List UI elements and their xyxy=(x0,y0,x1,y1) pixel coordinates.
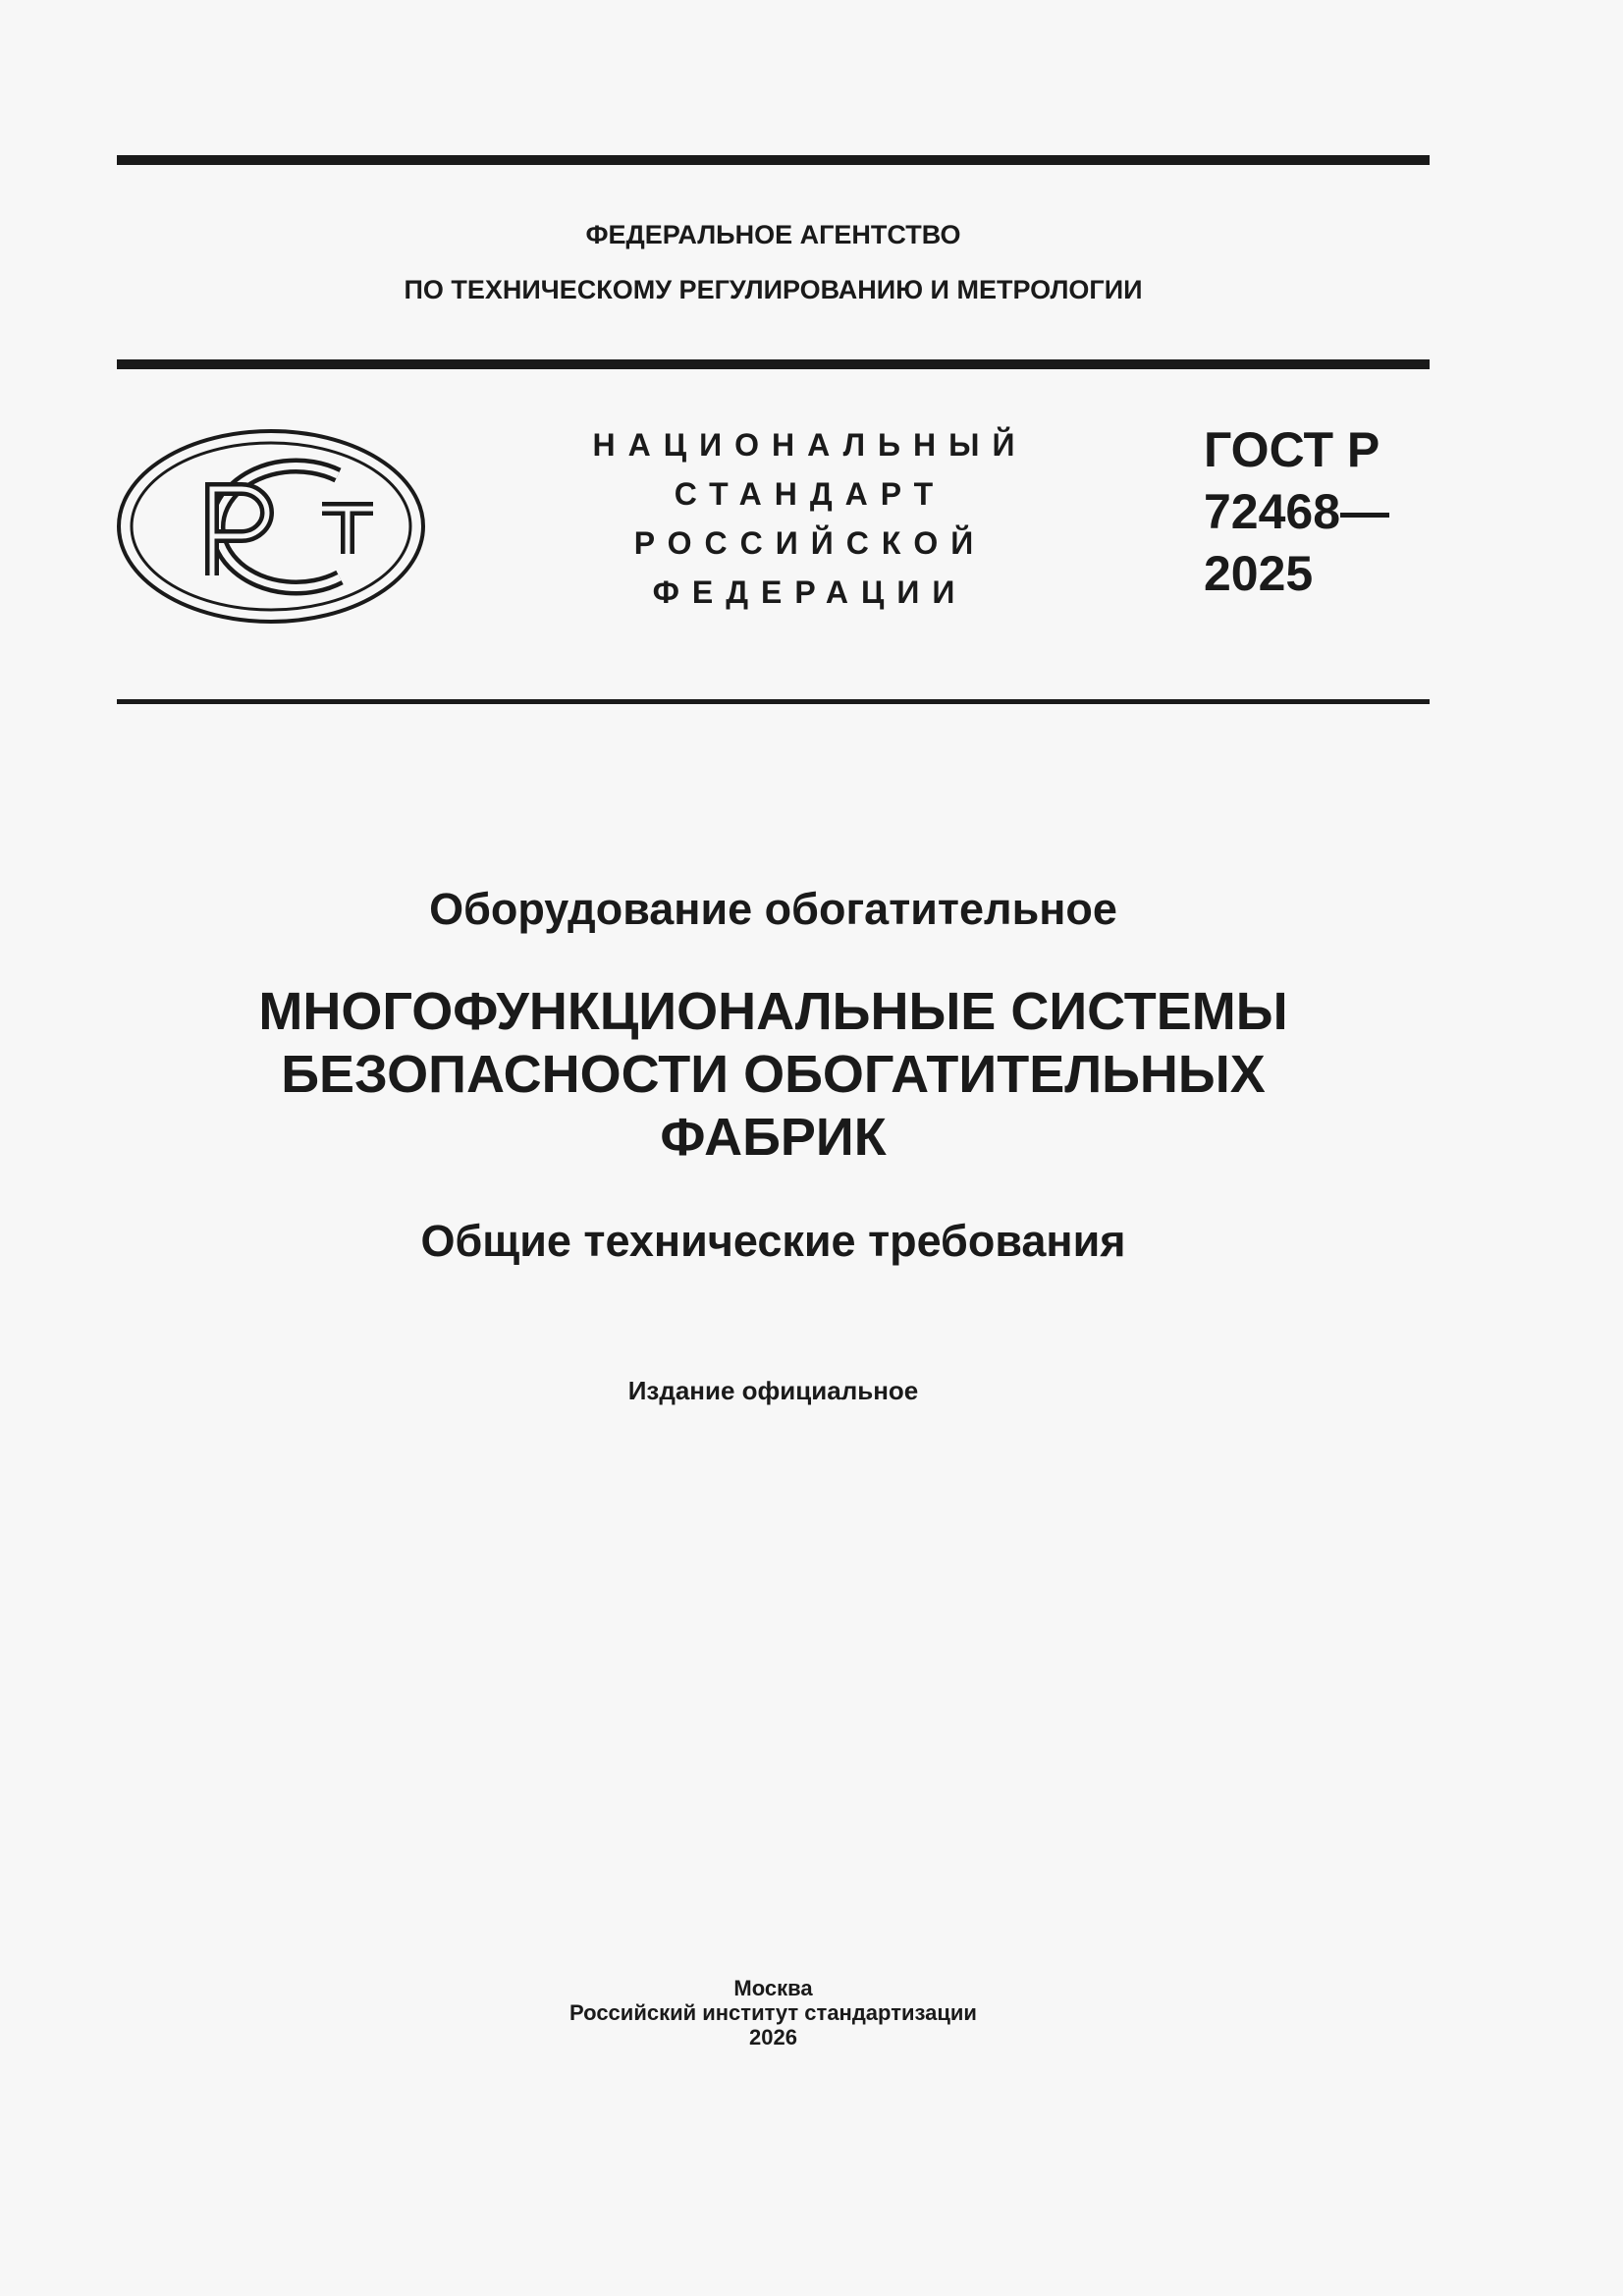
header-rule xyxy=(117,359,1430,369)
main-title-line-1: МНОГОФУНКЦИОНАЛЬНЫЕ СИСТЕМЫ xyxy=(258,982,1288,1041)
imprint-city: Москва xyxy=(733,1976,813,2000)
rst-emblem-icon xyxy=(116,428,426,625)
designation-line-1: ГОСТ Р xyxy=(1204,422,1380,477)
national-standard-line-1: НАЦИОНАЛЬНЫЙ xyxy=(592,427,1028,463)
main-title-line-3: ФАБРИК xyxy=(660,1108,887,1167)
imprint-publisher: Российский институт стандартизации xyxy=(569,2000,977,2025)
top-rule xyxy=(117,155,1430,165)
agency-line-2: ПО ТЕХНИЧЕСКОМУ РЕГУЛИРОВАНИЮ И МЕТРОЛОГИИ xyxy=(404,275,1143,304)
national-standard-line-3: РОССИЙСКОЙ xyxy=(633,525,987,561)
category-title: Оборудование обогатительное xyxy=(429,884,1117,934)
section-rule xyxy=(117,699,1430,704)
edition-label: Издание официальное xyxy=(627,1376,919,1405)
subtitle: Общие технические требования xyxy=(420,1216,1126,1266)
main-title-line-2: БЕЗОПАСНОСТИ ОБОГАТИТЕЛЬНЫХ xyxy=(281,1045,1266,1104)
national-standard-line-4: ФЕДЕРАЦИИ xyxy=(652,574,968,610)
national-standard-line-2: СТАНДАРТ xyxy=(674,476,947,512)
designation-line-2: 72468— xyxy=(1204,484,1390,539)
agency-line-1: ФЕДЕРАЛЬНОЕ АГЕНТСТВО xyxy=(585,220,961,249)
designation-line-3: 2025 xyxy=(1204,546,1314,601)
imprint-year: 2026 xyxy=(749,2025,797,2050)
